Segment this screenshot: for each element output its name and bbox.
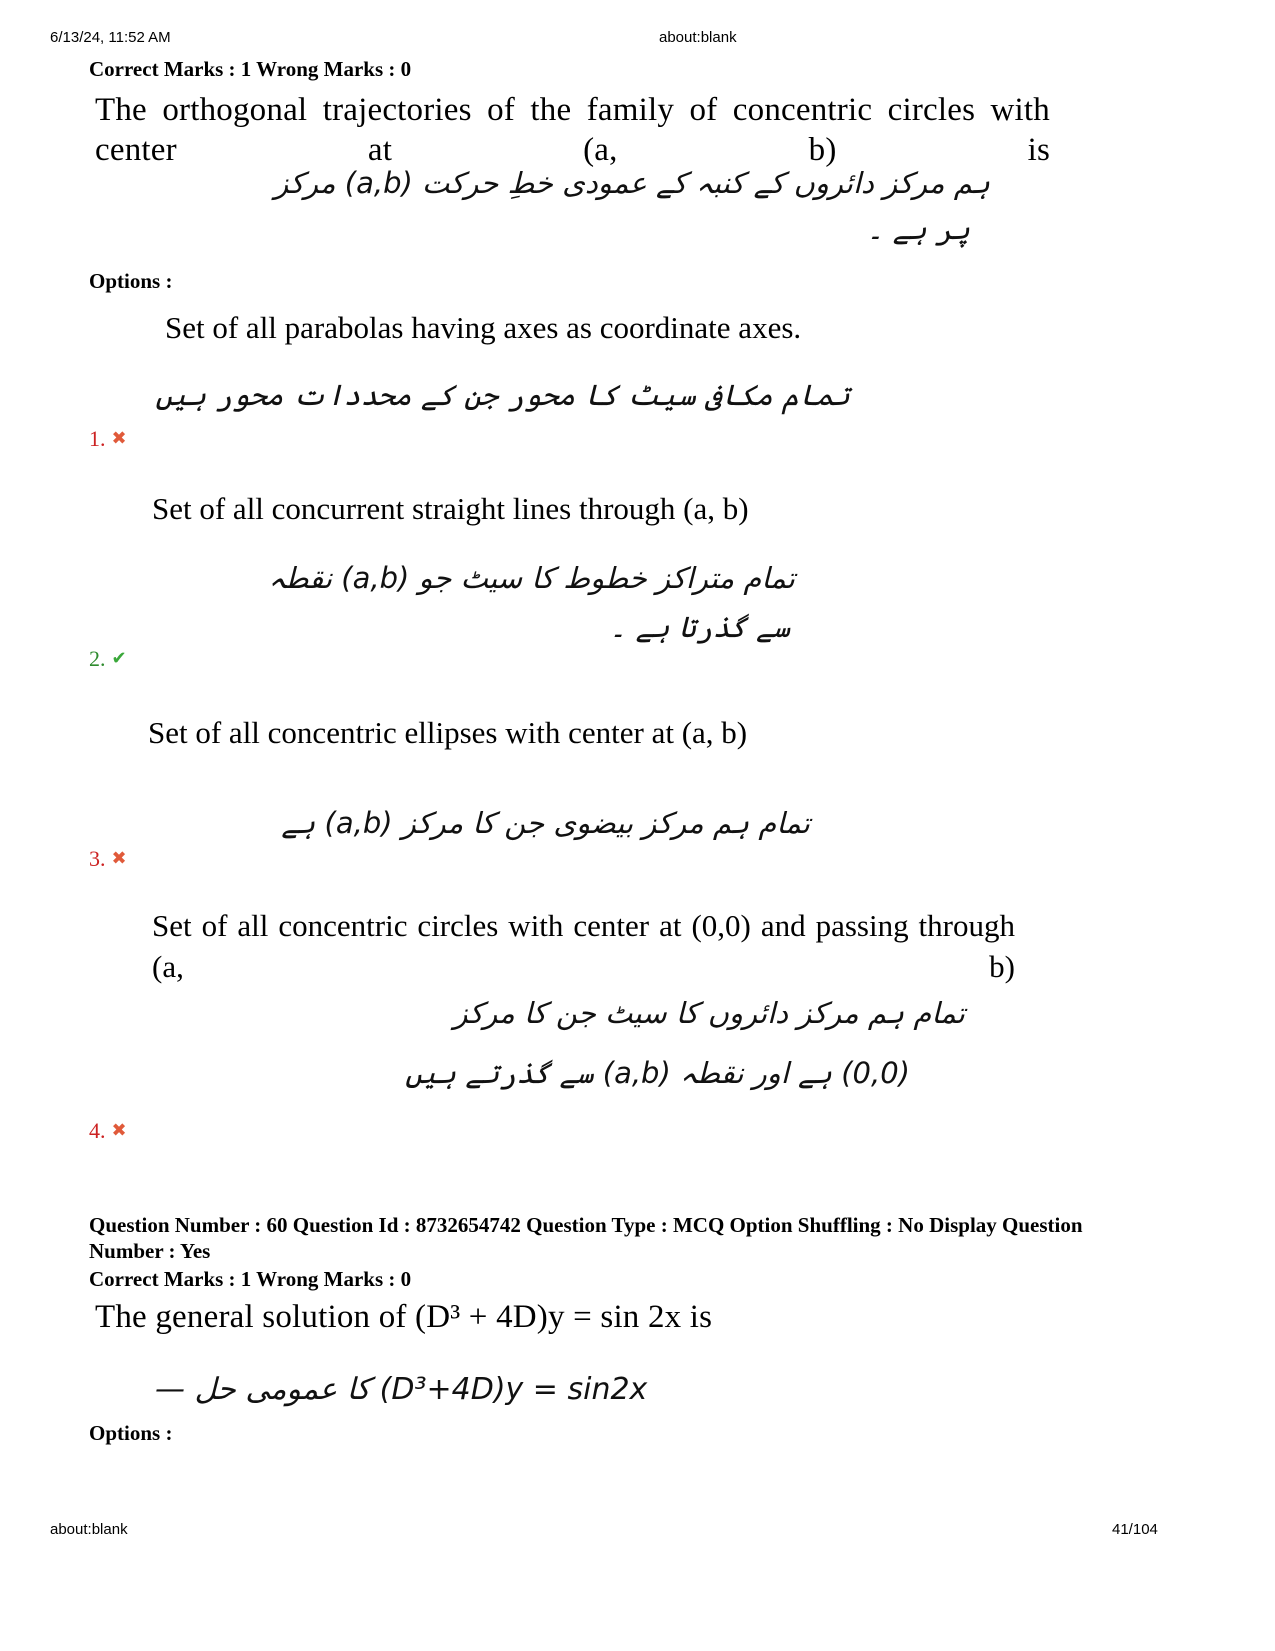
option-2-urdu-line-2: سے گذرتا ہے ۔ bbox=[609, 610, 790, 644]
option-4-urdu-line-1: تمام ہم مرکز دائروں کا سیٹ جن کا مرکز bbox=[453, 996, 965, 1030]
option-4-number: 4. bbox=[89, 1118, 106, 1143]
option-3-text: Set of all concentric ellipses with center at (a, b) bbox=[148, 715, 748, 750]
option-1-number: 1. bbox=[89, 426, 106, 451]
q59-question-text: The orthogonal trajectories of the family of concentric circles with center at (a, b) is bbox=[95, 92, 1050, 168]
print-footer-url: about:blank bbox=[50, 1521, 128, 1538]
q60-marks: Correct Marks : 1 Wrong Marks : 0 bbox=[89, 1267, 412, 1291]
option-3-urdu: تمام ہم مرکز بیضوی جن کا مرکز (a,b) ہے bbox=[281, 806, 810, 840]
q59-urdu-line-1: ہم مرکز دائروں کے کنبہ کے عمودی خطِ حرکت (a,b) مرکز bbox=[274, 166, 990, 200]
q60-question-text: The general solution of (D³ + 4D)y = sin 2x is bbox=[95, 1299, 713, 1335]
option-4-urdu-line-2: (0,0) ہے اور نقطہ (a,b) سے گذرتے ہیں bbox=[405, 1056, 910, 1090]
wrong-icon: ✖ bbox=[111, 428, 127, 449]
q60-urdu: — کا عمومی حل (D³+4D)y = sin2x bbox=[155, 1372, 648, 1407]
q59-urdu-line-2: پر ہے ۔ bbox=[866, 212, 970, 246]
option-1-marker bbox=[89, 426, 127, 452]
option-3-marker bbox=[89, 846, 127, 872]
print-page-number: 41/104 bbox=[1112, 1521, 1158, 1538]
wrong-icon: ✖ bbox=[111, 848, 127, 869]
q59-marks: Correct Marks : 1 Wrong Marks : 0 bbox=[89, 57, 412, 81]
option-2-marker bbox=[89, 646, 127, 672]
option-1-urdu: تمام مکافی سیٹ کا محور جن کے محددات محور ہیں bbox=[155, 378, 850, 412]
option-4-marker bbox=[89, 1118, 127, 1144]
option-2-text: Set of all concurrent straight lines through (a, b) bbox=[152, 491, 749, 526]
option-3-number: 3. bbox=[89, 846, 106, 871]
print-page-title: about:blank bbox=[659, 29, 737, 46]
option-2-urdu-line-1: تمام متراکز خطوط کا سیٹ جو (a,b) نقطہ bbox=[268, 561, 795, 595]
q59-options-label: Options : bbox=[89, 269, 173, 293]
q60-options-label: Options : bbox=[89, 1421, 173, 1445]
option-1-text: Set of all parabolas having axes as coordinate axes. bbox=[165, 310, 802, 345]
option-2-number: 2. bbox=[89, 646, 106, 671]
print-datetime: 6/13/24, 11:52 AM bbox=[50, 29, 171, 46]
q60-info: Question Number : 60 Question Id : 8732654742 Question Type : MCQ Option Shuffling : No Display Question Number : Yes bbox=[89, 1213, 1083, 1263]
check-icon: ✔ bbox=[111, 648, 127, 669]
wrong-icon: ✖ bbox=[111, 1120, 127, 1141]
option-4-text: Set of all concentric circles with center at (0,0) and passing through (a, b) bbox=[152, 908, 1015, 984]
